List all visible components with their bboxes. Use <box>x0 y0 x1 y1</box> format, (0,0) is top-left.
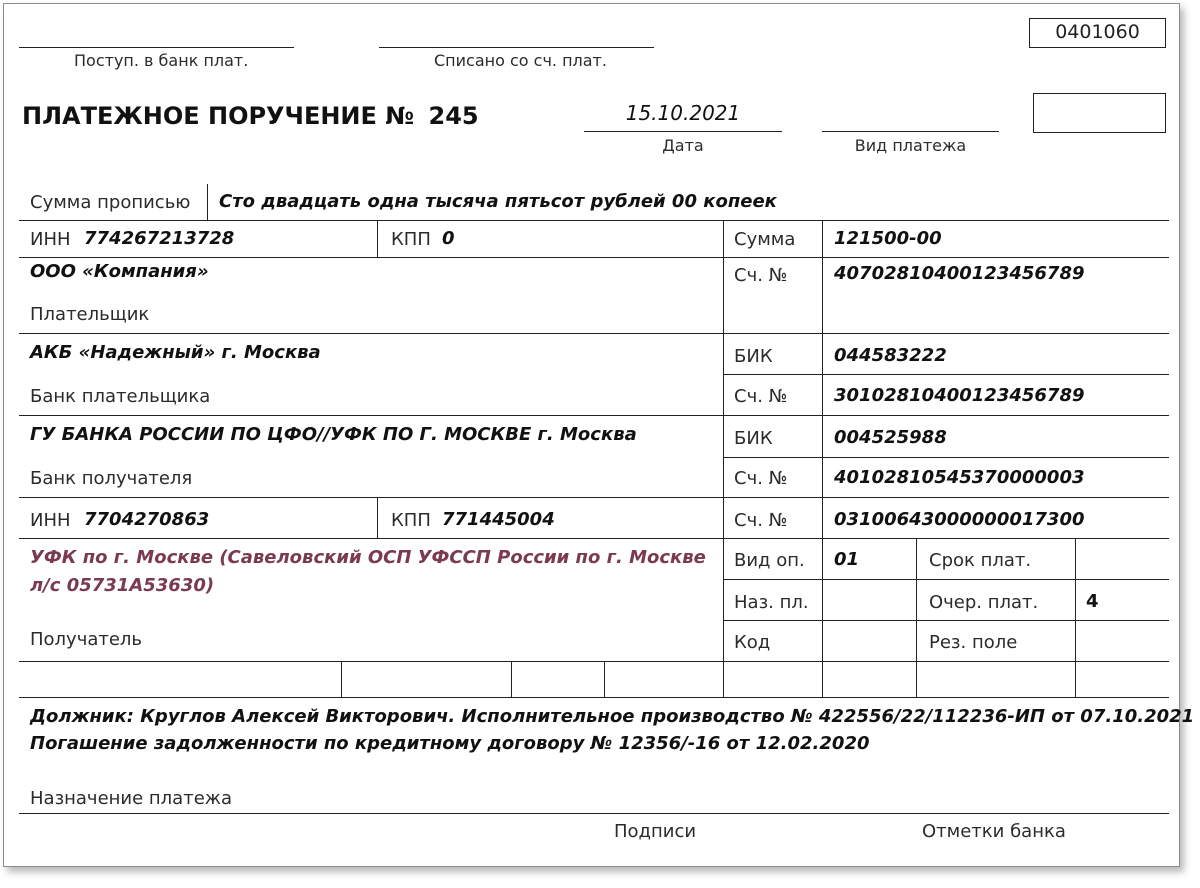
payer-inn-label: ИНН <box>30 229 71 250</box>
payer-bank-bik-label: БИК <box>734 346 773 367</box>
payee-inn: 7704270863 <box>84 509 210 530</box>
amount-words-value: Сто двадцать одна тысяча пятьсот рублей 00 копеек <box>219 191 777 212</box>
payer-account-label: Сч. № <box>734 265 788 286</box>
form-code-box <box>1029 18 1166 48</box>
payer-bank-name: АКБ «Надежный» г. Москва <box>30 342 321 363</box>
row-line <box>723 620 1169 621</box>
row-line <box>19 697 1169 698</box>
payee-bank-bik: 004525988 <box>834 427 947 448</box>
payer-label: Плательщик <box>30 304 150 325</box>
payee-bank-label: Банк получателя <box>30 468 193 489</box>
sum-value: 121500-00 <box>834 228 942 249</box>
row-line <box>19 813 1169 814</box>
col-line <box>916 538 917 661</box>
payee-bank-bik-label: БИК <box>734 428 773 449</box>
order-number: 245 <box>428 102 479 130</box>
row-line <box>723 374 1169 375</box>
purpose-line1: Должник: Круглов Алексей Викторович. Исполнительное производство № 422556/22/112236-ИП от 07.10.2021 <box>30 706 1195 727</box>
payee-account: 03100643000000017300 <box>834 509 1085 530</box>
payee-bank-name: ГУ БАНКА РОССИИ ПО ЦФО//УФК ПО Г. МОСКВЕ г. Москва <box>30 424 637 445</box>
due-label: Срок плат. <box>929 550 1032 571</box>
col-line <box>1075 661 1076 697</box>
row-line <box>19 497 1169 498</box>
purpose-code-label: Наз. пл. <box>734 592 809 613</box>
col-line <box>377 220 378 257</box>
payer-bank-bik: 044583222 <box>834 345 947 366</box>
payer-kpp-label: КПП <box>391 229 431 250</box>
payee-name-line1: УФК по г. Москве (Савеловский ОСП УФССП России по г. Москве <box>30 547 706 568</box>
row-line <box>19 415 1169 416</box>
reserve-label: Рез. поле <box>929 632 1018 653</box>
col-line <box>723 220 724 661</box>
signatures-label: Подписи <box>614 821 697 842</box>
payer-bank-account: 30102810400123456789 <box>834 385 1085 406</box>
debited-line <box>379 47 654 48</box>
payee-inn-label: ИНН <box>30 510 71 531</box>
purpose-label: Назначение платежа <box>30 788 233 809</box>
col-line <box>822 333 823 661</box>
row-line <box>19 538 1169 539</box>
op-type-label: Вид оп. <box>734 550 805 571</box>
col-line <box>377 497 378 538</box>
col-line <box>511 661 512 697</box>
payee-kpp: 771445004 <box>442 509 555 530</box>
priority-value: 4 <box>1086 591 1099 612</box>
col-line <box>822 220 823 335</box>
debited-label: Списано со сч. плат. <box>434 51 607 70</box>
payee-account-label: Сч. № <box>734 510 788 531</box>
payer-bank-account-label: Сч. № <box>734 386 788 407</box>
payment-order-form <box>3 3 1195 867</box>
priority-label: Очер. плат. <box>929 592 1039 613</box>
col-line <box>1075 538 1076 661</box>
received-line <box>19 47 294 48</box>
row-line <box>723 457 1169 458</box>
row-line <box>19 257 1169 258</box>
purpose-line2: Погашение задолженности по кредитному договору № 12356/-16 от 12.02.2020 <box>30 733 870 754</box>
payee-kpp-label: КПП <box>391 510 431 531</box>
received-label: Поступ. в банк плат. <box>74 51 249 70</box>
code-label: Код <box>734 632 771 653</box>
row-line <box>19 220 1169 221</box>
op-type: 01 <box>834 549 860 570</box>
payee-bank-account: 40102810545370000003 <box>834 467 1085 488</box>
page-title <box>22 104 479 128</box>
row-line <box>19 661 1169 662</box>
col-line <box>341 661 342 697</box>
payee-bank-account-label: Сч. № <box>734 468 788 489</box>
row-line <box>723 579 1169 580</box>
sum-label: Сумма <box>734 229 796 250</box>
row-line <box>19 333 1169 334</box>
status-box <box>1033 93 1166 133</box>
form-code: 0401060 <box>1055 21 1140 43</box>
payee-name-line2: л/с 05731А53630) <box>30 575 215 596</box>
amount-words-label: Сумма прописью <box>30 192 191 213</box>
amount-words-divider <box>207 184 208 220</box>
payer-inn: 774267213728 <box>84 228 235 249</box>
col-line <box>604 661 605 697</box>
payee-label: Получатель <box>30 629 143 650</box>
payment-type-line <box>822 131 999 132</box>
payer-account: 40702810400123456789 <box>834 263 1085 284</box>
payer-kpp: 0 <box>442 228 455 249</box>
payment-type-label: Вид платежа <box>854 136 967 155</box>
bank-marks-label: Отметки банка <box>922 821 1066 842</box>
col-line <box>916 661 917 697</box>
payer-name: ООО «Компания» <box>30 261 209 282</box>
col-line <box>822 661 823 697</box>
date-label: Дата <box>662 136 704 155</box>
title-prefix: ПЛАТЕЖНОЕ ПОРУЧЕНИЕ № <box>22 102 415 130</box>
date-line <box>584 131 782 132</box>
col-line <box>723 661 724 697</box>
order-date: 15.10.2021 <box>625 101 741 125</box>
payer-bank-label: Банк плательщика <box>30 386 211 407</box>
